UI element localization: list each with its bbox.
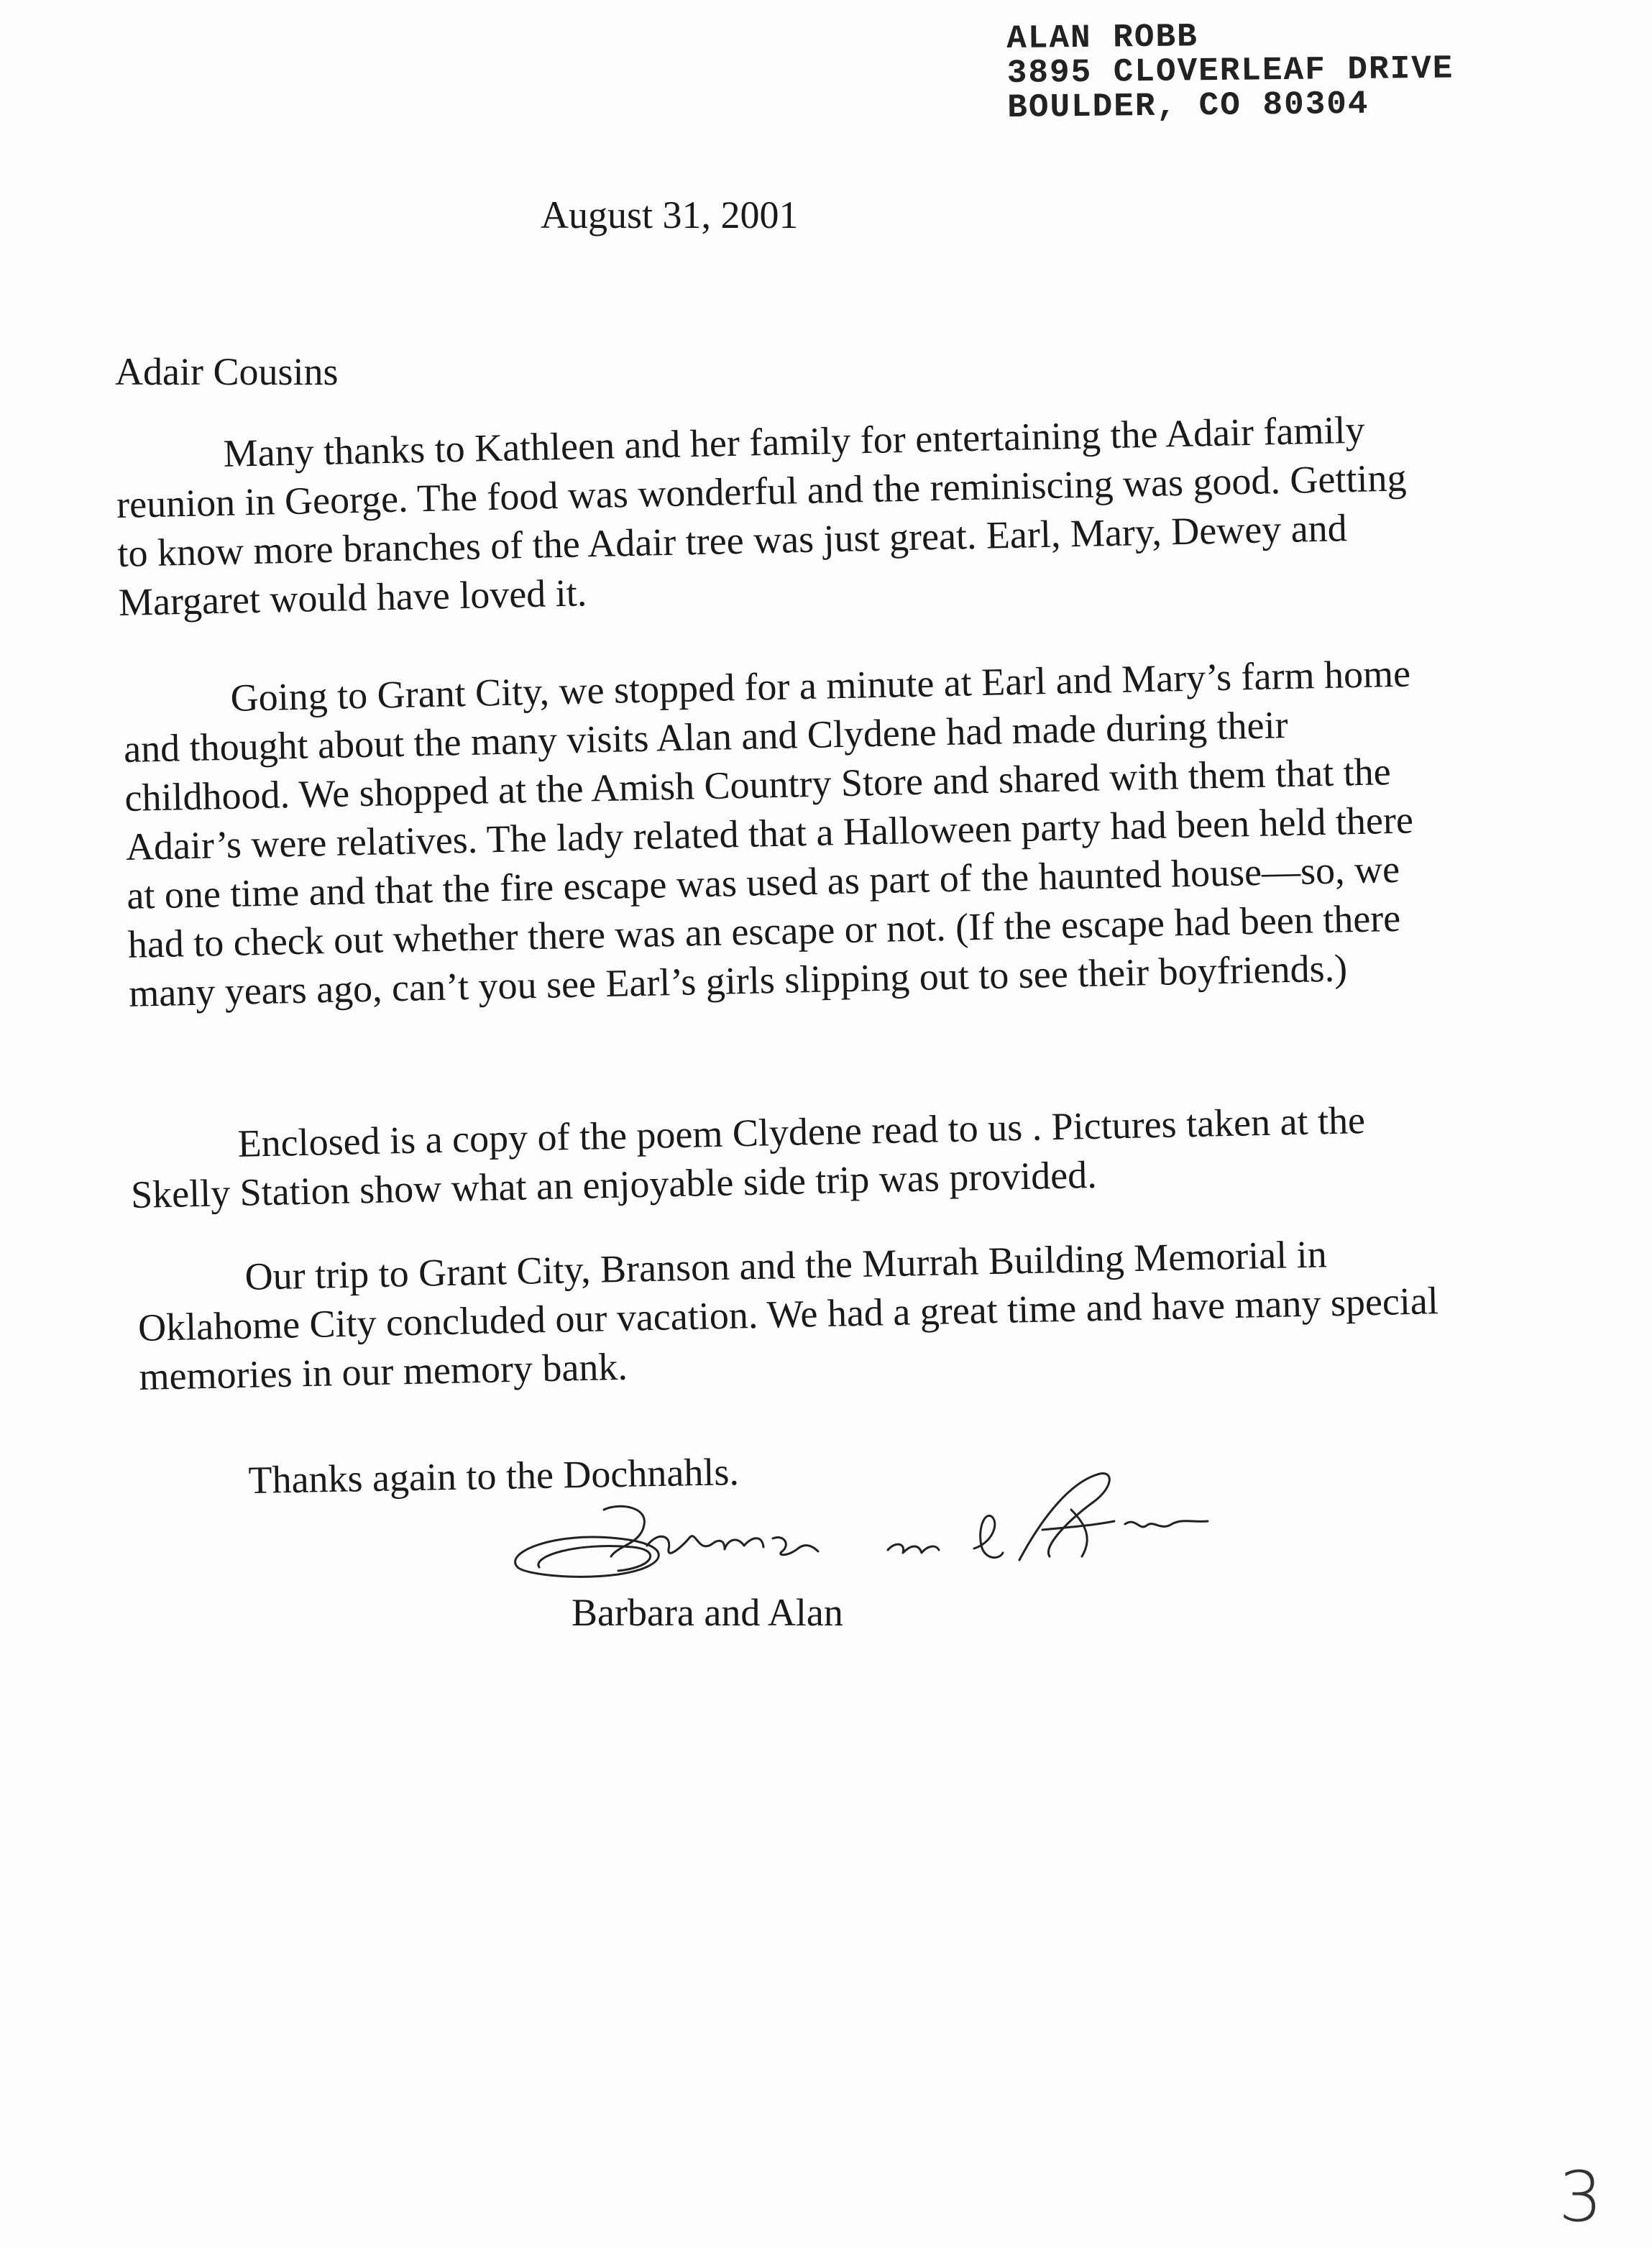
- address-street: 3895 CLOVERLEAF DRIVE: [1006, 50, 1454, 92]
- address-name: ALAN ROBB: [1006, 18, 1198, 58]
- paragraph-text: Enclosed is a copy of the poem Clydene read to us . Pictures taken at the Skelly Station show what an enjoyable side trip was provided.: [130, 1098, 1366, 1216]
- handwritten-signature: [496, 1459, 1272, 1603]
- paragraph-2: [122, 648, 1445, 1018]
- closing-line: Thanks again to the Dochnahls.: [248, 1450, 740, 1502]
- paragraph-4: [137, 1227, 1455, 1401]
- paragraph-text: Our trip to Grant City, Branson and the Murrah Building Memorial in Oklahome City concluded our vacation. We had a great time and have many special memories in our memory bank.: [137, 1232, 1439, 1398]
- signer-name: Barbara and Alan: [572, 1591, 843, 1634]
- address-city: BOULDER, CO 80304: [1006, 85, 1369, 127]
- paragraph-text: Going to Grant City, we stopped for a minute at Earl and Mary’s farm home and thought about the many visits Alan and Clydene had made during their childhood. We shopped at the Amish Country Store and shared with them that the Adair’s were relatives. The lady related that a Halloween party had been held there at one time and that the fire escape was used as part of the haunted house—so, we had to check out whether there was an escape or not. (If the escape had been there many years ago, can’t you see Earl’s girls slipping out to see their boyfriends.): [123, 651, 1414, 1015]
- page-number: 3: [1559, 2157, 1603, 2237]
- salutation: Adair Cousins: [115, 350, 339, 393]
- paragraph-1: [115, 404, 1434, 627]
- letter-date: August 31, 2001: [541, 193, 799, 237]
- paragraph-text: Many thanks to Kathleen and her family for entertaining the Adair family reunion in George. The food was wonderful and the reminiscing was good. Getting to know more branches of the Adair tree was just great. Earl, Mary, Dewey and Margaret would have loved it.: [116, 408, 1407, 624]
- return-address: [1006, 17, 1454, 125]
- paragraph-3: [129, 1094, 1446, 1219]
